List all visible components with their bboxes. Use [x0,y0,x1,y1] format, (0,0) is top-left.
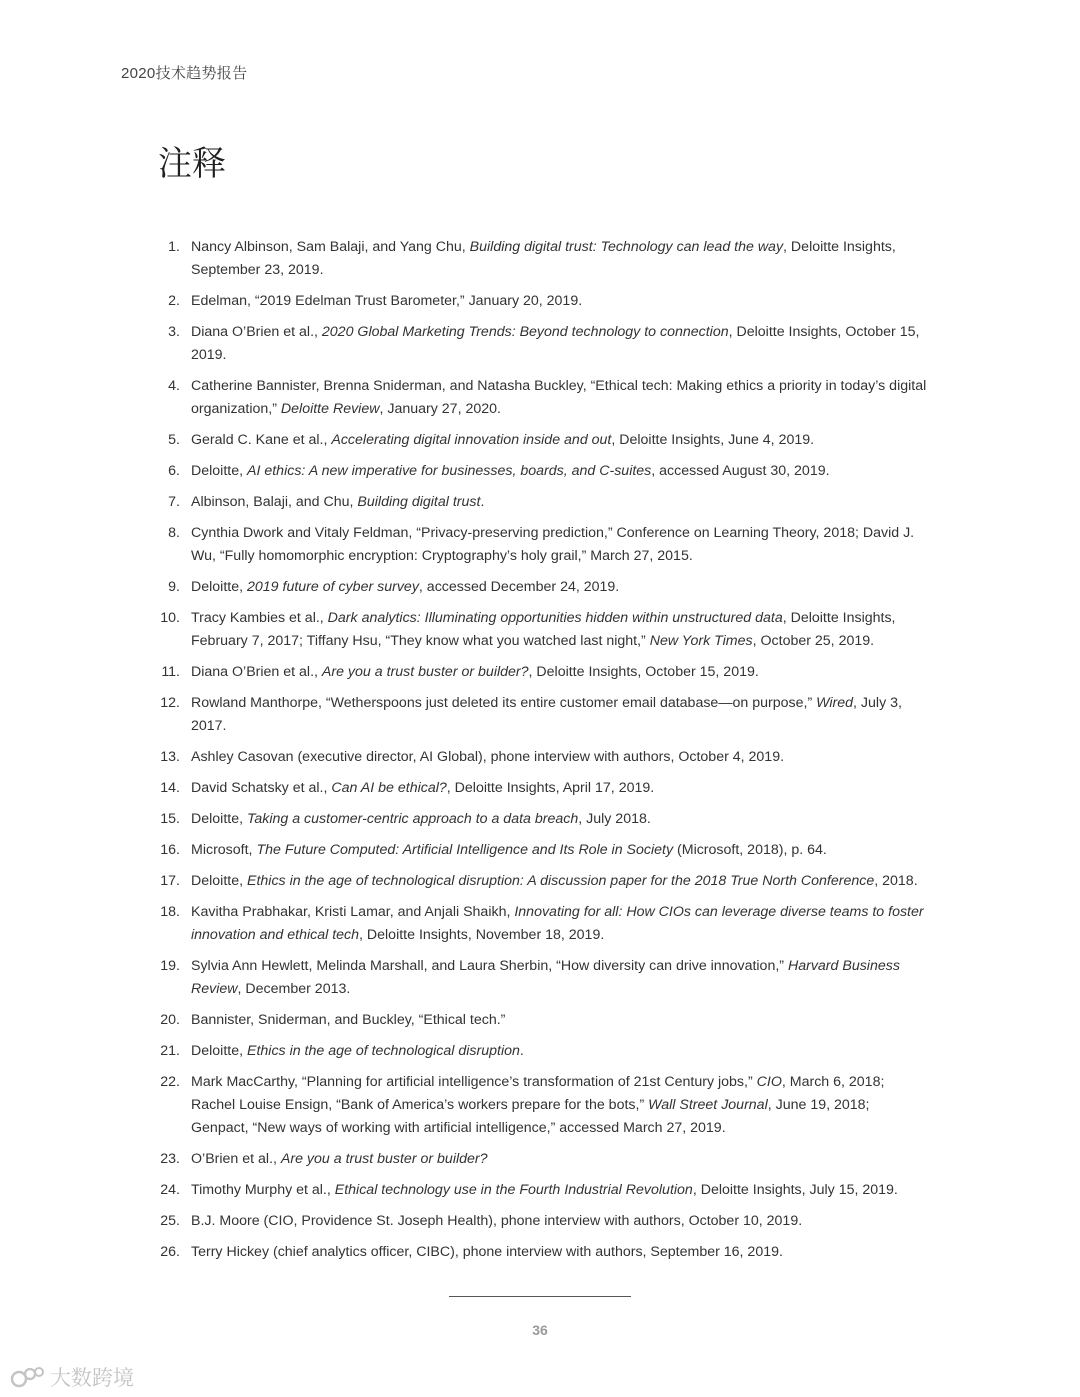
endnote-text-run: , October 25, 2019. [752,633,875,649]
endnote-title-italic: New York Times [649,633,753,649]
endnote-text [191,1241,930,1264]
endnote-title-italic: Wall Street Journal [648,1097,768,1113]
endnote-text-run: O’Brien et al., [191,1151,281,1167]
endnote-text [191,661,930,684]
endnote-number: 15. [160,811,180,827]
endnote-text-run: , December 2013. [237,981,351,997]
endnote-number: 1. [168,239,180,255]
endnote-title-italic: Innovating for all: How CIOs can leverage diverse teams to foster innovation and ethical tech [191,904,924,943]
endnote-text-run: Rowland Manthorpe, “Wetherspoons just deleted its entire customer email database—on purpose,” [191,695,817,711]
endnote-item [150,576,930,599]
endnote-text [191,522,930,568]
endnote-text-run: Edelman, “2019 Edelman Trust Barometer,” January 20, 2019. [191,293,583,309]
endnote-text-run: Albinson, Balaji, and Chu, [191,494,358,510]
endnote-title-italic: Taking a customer-centric approach to a data breach [247,811,579,827]
endnote-text [191,607,930,653]
endnote-item [150,808,930,831]
endnote-text-run: , Deloitte Insights, September 23, 2019. [191,239,896,278]
running-header: 2020技术趋势报告 [121,65,248,82]
endnote-title-italic: AI ethics: A new imperative for businesses, boards, and C-suites [247,463,652,479]
endnote-text [191,777,930,800]
endnote-text-run: David Schatsky et al., [191,780,332,796]
endnote-number: 4. [168,378,180,394]
endnote-number: 11. [161,664,180,680]
endnote-title-italic: CIO [756,1074,782,1090]
endnote-text [191,692,930,738]
endnote-title-italic: Deloitte Review [280,401,380,417]
endnote-text-run: Bannister, Sniderman, and Buckley, “Ethical tech.” [191,1012,506,1028]
endnote-title-italic: Are you a trust buster or builder? [280,1151,488,1167]
endnote-text-run: B.J. Moore (CIO, Providence St. Joseph Health), phone interview with authors, October 10, 2019. [191,1213,803,1229]
endnote-text [191,746,930,769]
endnote-text [191,808,930,831]
endnote-text [191,375,930,421]
endnote-number: 8. [168,525,180,541]
endnote-text-run: Diana O’Brien et al., [191,664,322,680]
endnote-item [150,522,930,568]
endnote-text [191,1009,930,1032]
endnote-item [150,1009,930,1032]
endnote-text-run: Deloitte, [191,811,247,827]
endnote-item [150,491,930,514]
endnote-item [150,692,930,738]
endnote-number: 14. [160,780,180,796]
endnote-text-run: , Deloitte Insights, October 15, 2019. [528,664,759,680]
endnote-number: 18. [160,904,180,920]
endnote-number: 9. [168,579,180,595]
endnote-item [150,290,930,313]
endnote-text-run: . [519,1043,524,1059]
endnote-text [191,1071,930,1140]
endnote-number: 5. [168,432,180,448]
endnote-item [150,746,930,769]
endnote-item [150,839,930,862]
endnote-title-italic: The Future Computed: Artificial Intelligence and Its Role in Society [256,842,674,858]
endnote-number: 19. [160,958,180,974]
endnote-text-run: , accessed August 30, 2019. [651,463,830,479]
endnote-text-run: , July 2018. [578,811,651,827]
ccc-logo-icon [10,1365,46,1389]
endnote-text-run: , January 27, 2020. [379,401,501,417]
endnote-title-italic: Ethics in the age of technological disruption [247,1043,520,1059]
endnote-title-italic: Wired [816,695,854,711]
endnote-text-run: Deloitte, [191,873,247,889]
endnote-text-run: , Deloitte Insights, November 18, 2019. [359,927,605,943]
endnote-title-italic: Accelerating digital innovation inside and out [331,432,612,448]
endnote-item [150,429,930,452]
endnote-number: 2. [168,293,180,309]
endnote-text [191,901,930,947]
endnote-text-run: , July 3, 2017. [191,695,902,734]
endnote-text-run: Sylvia Ann Hewlett, Melinda Marshall, and Laura Sherbin, “How diversity can drive innovation,” [191,958,788,974]
endnote-number: 6. [168,463,180,479]
endnote-text [191,290,930,313]
endnote-text-run: , March 6, 2018; Rachel Louise Ensign, “Bank of America’s workers prepare for the bots,” [191,1074,885,1113]
endnote-text [191,429,930,452]
endnote-text-run: Deloitte, [191,579,247,595]
endnote-number: 17. [160,873,180,889]
endnote-item [150,1241,930,1264]
endnote-text [191,321,930,367]
endnote-text-run: , 2018. [874,873,918,889]
endnote-number: 7. [168,494,180,510]
endnote-number: 23. [160,1151,180,1167]
endnote-item [150,1179,930,1202]
endnote-number: 25. [160,1213,180,1229]
endnote-text-run: . [480,494,485,510]
endnote-text-run: Mark MacCarthy, “Planning for artificial intelligence’s transformation of 21st Century jobs,” [191,1074,757,1090]
endnote-text-run: Microsoft, [191,842,257,858]
endnote-number: 20. [160,1012,180,1028]
endnote-item [150,955,930,1001]
footer-divider [449,1296,631,1297]
endnote-number: 26. [160,1244,180,1260]
page-title: 注释 [158,144,226,184]
endnote-item [150,661,930,684]
endnote-text [191,870,930,893]
endnote-title-italic: Are you a trust buster or builder? [321,664,529,680]
endnote-text [191,955,930,1001]
endnote-number: 24. [160,1182,180,1198]
endnote-text [191,1210,930,1233]
endnote-number: 13. [160,749,180,765]
endnote-item [150,460,930,483]
endnote-text [191,1179,930,1202]
endnote-title-italic: 2019 future of cyber survey [247,579,419,595]
endnote-text-run: , Deloitte Insights, April 17, 2019. [446,780,655,796]
endnote-text-run: Ashley Casovan (executive director, AI Global), phone interview with authors, October 4, 2019. [191,749,785,765]
endnote-item [150,901,930,947]
endnote-text-run: , June 19, 2018; Genpact, “New ways of working with artificial intelligence,” accessed March 27, 2019. [191,1097,870,1136]
endnote-text-run: Deloitte, [191,1043,247,1059]
endnote-text-run: , Deloitte Insights, October 15, 2019. [191,324,920,363]
endnote-item [150,375,930,421]
endnote-text [191,460,930,483]
endnote-title-italic: 2020 Global Marketing Trends: Beyond technology to connection [321,324,729,340]
endnote-title-italic: Dark analytics: Illuminating opportunities hidden within unstructured data [327,610,783,626]
endnote-text [191,839,930,862]
endnote-text-run: , Deloitte Insights, June 4, 2019. [611,432,815,448]
endnotes-list [150,236,930,1272]
endnote-title-italic: Can AI be ethical? [331,780,447,796]
endnote-item [150,321,930,367]
endnote-text [191,236,930,282]
endnote-text-run: Tracy Kambies et al., [191,610,328,626]
endnote-number: 16. [160,842,180,858]
endnote-number: 10. [160,610,180,626]
watermark-text: 大数跨境 [50,1367,134,1390]
endnote-item [150,236,930,282]
endnote-item [150,1148,930,1171]
endnote-text-run: , accessed December 24, 2019. [418,579,620,595]
page-number: 36 [532,1322,548,1338]
endnote-text-run: Terry Hickey (chief analytics officer, CIBC), phone interview with authors, September 16, 2019. [191,1244,783,1260]
endnote-title-italic: Ethical technology use in the Fourth Industrial Revolution [334,1182,693,1198]
endnote-title-italic: Ethics in the age of technological disruption: A discussion paper for the 2018 True North Conference [247,873,875,889]
endnote-number: 21. [160,1043,180,1059]
endnote-item [150,1071,930,1140]
endnote-number: 3. [168,324,180,340]
endnote-text-run: Gerald C. Kane et al., [191,432,332,448]
endnote-text-run: Nancy Albinson, Sam Balaji, and Yang Chu, [191,239,470,255]
endnote-title-italic: Harvard Business Review [191,958,900,997]
endnote-title-italic: Building digital trust: Technology can lead the way [469,239,784,255]
endnote-text-run: Catherine Bannister, Brenna Sniderman, and Natasha Buckley, “Ethical tech: Making ethics a priority in today’s digital organization,” [191,378,927,417]
endnote-text [191,491,930,514]
endnote-item [150,607,930,653]
endnote-title-italic: Building digital trust [357,494,481,510]
endnote-number: 22. [160,1074,180,1090]
endnote-text [191,576,930,599]
endnote-text-run: , Deloitte Insights, February 7, 2017; Tiffany Hsu, “They know what you watched last night,” [191,610,896,649]
endnote-text [191,1148,930,1171]
endnote-item [150,777,930,800]
endnote-text-run: (Microsoft, 2018), p. 64. [673,842,827,858]
endnote-text-run: , Deloitte Insights, July 15, 2019. [692,1182,898,1198]
endnote-item [150,1210,930,1233]
endnote-item [150,870,930,893]
endnote-text-run: Timothy Murphy et al., [191,1182,335,1198]
endnote-text-run: Deloitte, [191,463,247,479]
endnote-item [150,1040,930,1063]
watermark [10,1362,134,1392]
endnote-number: 12. [160,695,180,711]
endnote-text-run: Kavitha Prabhakar, Kristi Lamar, and Anjali Shaikh, [191,904,515,920]
endnote-text-run: Cynthia Dwork and Vitaly Feldman, “Privacy-preserving prediction,” Conference on Learning Theory, 2018; David J. Wu, “Fully homomorphic encryption: Cryptography’s holy grail,” March 27, 2015. [191,525,915,564]
endnote-text [191,1040,930,1063]
endnote-text-run: Diana O’Brien et al., [191,324,322,340]
